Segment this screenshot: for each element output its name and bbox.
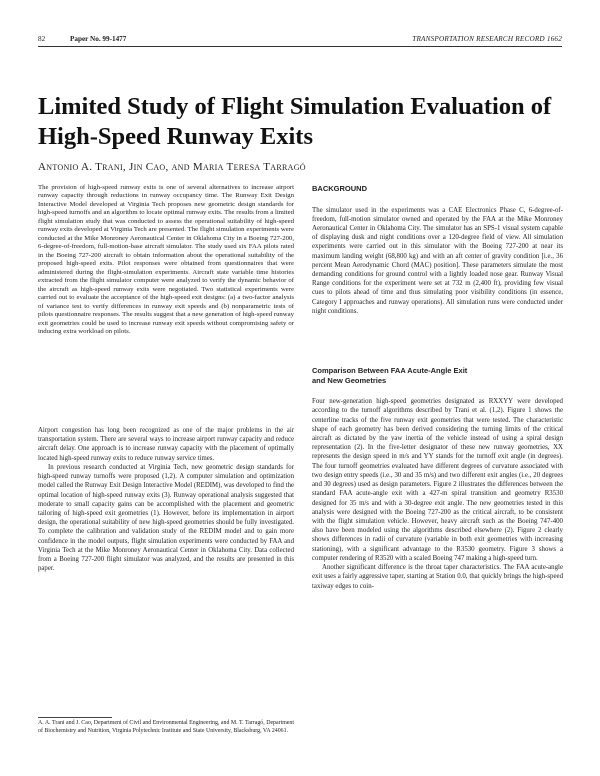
intro-paragraph: In previous research conducted at Virginia Tech, new geometric design standards for high-speed runway turnoffs were proposed (1,2). A computer simulation and optimization model called the Runway Exit Design Interactive Model (REDIM), was developed to find the optimal location of high-speed runway exits (3). Runway operational analysis suggested that moderate to small capacity gains can be accomplished with the placement and geometric tailoring of high-speed exit geometries (1). However, before its implementation in airport design, the operational suitability of new high-speed geometries should be fully investigated. To complete the calibration and validation study of the REDIM model and to gain more confidence in the model outputs, flight simulation experiments were conducted by FAA and Virginia Tech at the Mike Monroney Aeronautical Center in Oklahoma City. Data collected from a Boeing 727-200 flight simulator was analyzed, and the results are presented in this paper.	[38, 463, 294, 573]
journal-name: TRANSPORTATION RESEARCH RECORD 1662	[412, 35, 562, 43]
footnote-rule	[38, 717, 112, 718]
comparison-paragraph: Four new-generation high-speed geometries designated as RXXYY were developed according to the turnoff algorithms described by Trani et al. (1,2). Figure 1 shows the centerline tracks of the five runway exit geometries that were tested. The characteristic shape of each geometry has been derived considering the turning limits of the critical aircraft as dictated by the yaw inertia of the vehicle instead of using a spiral design representation (2). In the five-letter designator of these new runway geometries, XX represents the design speed in m/s and YY stands for the turnoff exit angle (in degrees). The four turnoff geometries evaluated have different degrees of curvature associated with two design entry speeds (i.e., 30 and 35 m/s) and two different exit angles (i.e., 20 degrees and 30 degrees) used as design parameters. Figure 2 illustrates the differences between the standard FAA acute-angle exit with a 427-m spiral transition and geometry R3530 designed for 35 m/s and with a 30-degree exit angle. The new geometries tested in this analysis were designed with the Boeing 727-200 as the critical aircraft, to be consistent with the flight simulation vehicle. However, heavy aircraft such as the Boeing 747-400 also have been modeled using the algorithms described elsewhere (2). Figure 2 clearly shows differences in radii of curvature (variable in both exit geometries with increasing stationing), with a significant advantage to the R3530 geometry. Figure 3 shows a computer rendering of R3520 with a scaled Boeing 747 making a high-speed turn.	[312, 398, 563, 562]
comparison-heading-line: and New Geometries	[312, 375, 387, 385]
background-heading: BACKGROUND	[312, 184, 367, 193]
comparison-heading	[312, 366, 563, 385]
page-number: 82	[38, 35, 46, 43]
header-rule	[38, 46, 562, 47]
background-paragraph: The simulator used in the experiments was a CAE Electronics Phase C, 6-degree-of-freedom, full-motion simulator owned and operated by the FAA at the Mike Monroney Aeronautical Center in Oklahoma City. The simulator has an SPS-1 visual system capable of displaying dusk and night conditions over a 120-degree field of view. All simulation experiments were carried out in this simulator with the Boeing 727-200 at near its maximum landing weight (68,800 kg) and with an aft center of gravity condition [i.e., 36 percent Mean Aerodynamic Chord (MAC) position]. These parameters simulate the most demanding conditions for ground control with a lightly loaded nose gear. Runway Visual Range conditions for the experiment were set at 732 m (2,400 ft), providing few visual cues to pilots ahead of time and thus simulating poor visibility conditions (in essence, Category I approaches and runway operations). All simulation runs were conducted under night conditions.	[312, 206, 563, 315]
comparison-heading-line: Comparison Between FAA Acute-Angle Exit	[312, 366, 468, 376]
author-list: Antonio A. Trani, Jin Cao, and Maria Teresa Tarragó	[38, 161, 306, 173]
intro-paragraph: Airport congestion has long been recognized as one of the major problems in the air transportation system. There are several ways to increase airport runway capacity and reduce aircraft delay. One approach is to increase runway capacity with the placement of optimally located high-speed runway exits to reduce runway service times.	[38, 427, 294, 462]
paper-number: Paper No. 99-1477	[70, 35, 127, 43]
author-affiliation-footnote: A. A. Trani and J. Cao, Department of Civil and Environmental Engineering, and M. T. Tarragó, Department of Biochemistry and Nutrition, Virginia Polytechnic Institute and State University, Blacksburg, VA 24061.	[38, 720, 294, 734]
comparison-paragraph: Another significant difference is the throat taper characteristics. The FAA acute-angle exit uses a fairly aggressive taper, starting at Station 0.0, that quickly brings the high-speed taxiway edges to coin-	[312, 564, 563, 590]
running-head	[38, 33, 562, 45]
paper-title: Limited Study of Flight Simulation Evaluation of High-Speed Runway Exits	[38, 93, 552, 150]
abstract: The provision of high-speed runway exits is one of several alternatives to increase airport runway capacity through reductions in runway occupancy time. The Runway Exit Design Interactive Model developed at Virginia Tech proposes new geometric design standards for high-speed turnoffs and an algorithm to locate optimal runway exits. The results from a limited flight simulation study that was conducted to assess the operational suitability of high-speed runway exits developed at Virginia Tech are presented. The flight simulation experiments were conducted at the Mike Monroney Aeronautical Center in Oklahoma City in a Boeing 727-200, 6-degree-of-freedom, full-motion-base aircraft simulator. The study used six FAA pilots rated in the Boeing 727-200 aircraft to obtain information about the operational suitability of the proposed high-speed exits. Pilot responses were obtained from questionnaires that were administered during the flight-simulation experiments. Aircraft state variable time histories extracted from the flight simulator computer were analyzed to verify the dynamic behavior of the aircraft as high-speed runway exits were negotiated. Two statistical experiments were carried out to evaluate the acceptance of the high-speed exit designs: (a) a two-factor analysis of variance test to verify differences in runway exit speeds and (b) nonparametric tests of pilots questionnaire responses. The results suggest that a new generation of high-speed runway exit geometries could be used to increase runway exit speeds without compromising safety or inducing extra workload on pilots.	[38, 184, 294, 336]
right-column	[312, 184, 563, 591]
introduction	[38, 426, 294, 574]
